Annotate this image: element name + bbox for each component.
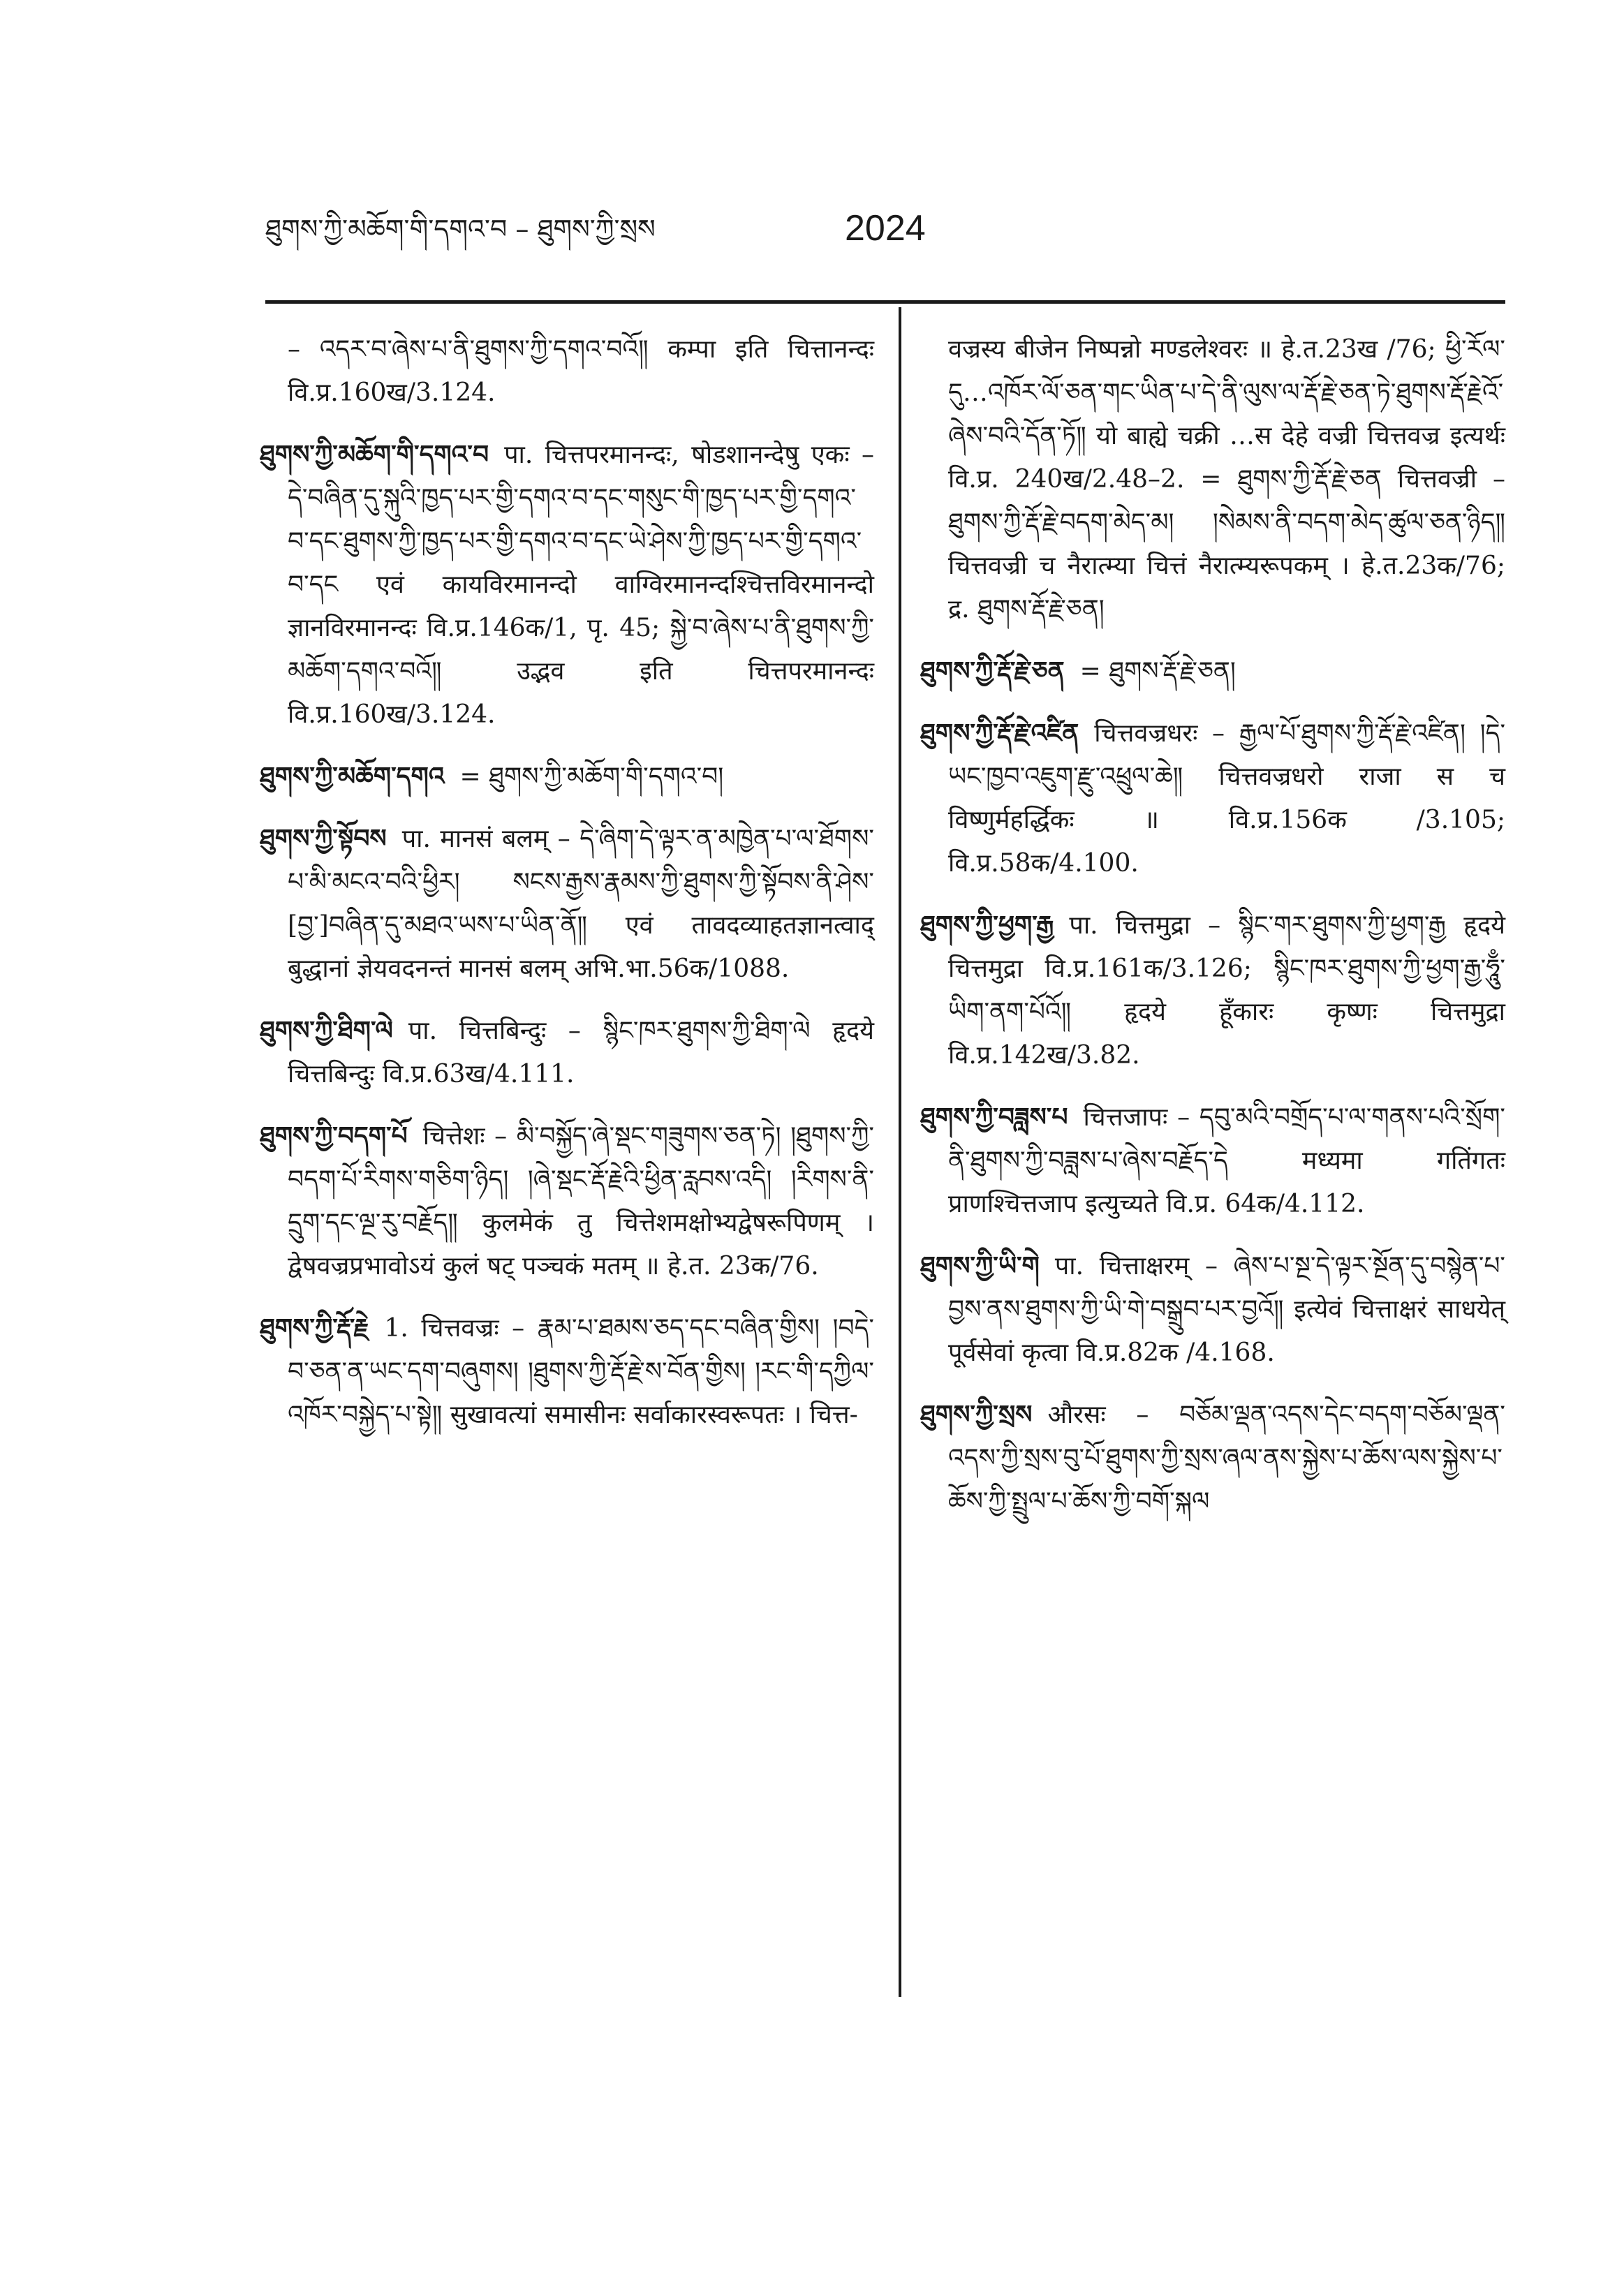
entry-text: पा. चित्ताक्षरम् – ཞེས་པ་སྔ་དེ་ལྟར་སྔོན་དུ་བསྙེན་པ་བྱས་ནས་ཐུགས་ཀྱི་ཡི་གེ་བསྒྲུབ་པར་བྱའོ༎ इत्येवं चित्ताक्षरं साधयेत् पूर्वसेवां कृत्वा वि.प्र.82क /4.168. xyxy=(948,1252,1505,1367)
entry-text: = ཐུགས་རྡོ་རྗེ་ཅན། xyxy=(1079,657,1236,686)
column-divider xyxy=(899,307,901,1997)
entry-headword: ཐུགས་ཀྱི་མཆོག་དགའ xyxy=(260,762,445,791)
entry-text: पा. चित्तबिन्दुः – སྙིང་ཁར་ཐུགས་ཀྱི་ཐིག་ལེ हृदये चित्तबिन्दुः वि.प्र.63ख/4.111. xyxy=(288,1017,874,1088)
entry-headword: ཐུགས་ཀྱི་ཐིག་ལེ xyxy=(260,1016,393,1045)
dictionary-entry xyxy=(260,817,874,991)
dictionary-entry xyxy=(260,755,874,799)
entry-headword: ཐུགས་ཀྱི་བདག་པོ xyxy=(260,1121,408,1151)
entry-headword: ཐུགས་ཀྱི་ཕྱག་རྒྱ xyxy=(920,910,1054,940)
entry-headword: ཐུགས་ཀྱི་མཆོག་གི་དགའ་བ xyxy=(260,440,489,469)
running-title: ཐུགས་ཀྱི་མཆོག་གི་དགའ་བ – ཐུགས་ཀྱི་སྲས xyxy=(265,214,656,244)
dictionary-entry xyxy=(920,1095,1505,1226)
entry-continuation xyxy=(260,328,874,415)
dictionary-entry xyxy=(260,1114,874,1288)
entry-continuation xyxy=(920,328,1505,631)
entry-text: = ཐུགས་ཀྱི་མཆོག་གི་དགའ་བ། xyxy=(459,762,724,791)
header-rule xyxy=(265,300,1505,304)
entry-text: चित्तवज्रधरः – རྒྱལ་པོ་ཐུགས་ཀྱི་རྡོ་རྗེ་འཛིན། །དེ་ཡང་ཁྱབ་འཇུག་རྫུ་འཕྲུལ་ཆེ༎ चित्तवज्रधरो राजा स च विष्णुर्महर्द्धिकः ॥ वि.प्र.156क /3.105; वि.प्र.58क/4.100. xyxy=(948,719,1505,878)
page-header xyxy=(265,208,1522,264)
page-number: 2024 xyxy=(845,208,926,249)
entry-headword: ཐུགས་ཀྱི་བཟླས་པ xyxy=(920,1102,1068,1132)
entry-headword: ཐུགས་ཀྱི་རྡོ་རྗེ་འཛིན xyxy=(920,718,1079,748)
entry-text: पा. चित्तपरमानन्दः, षोडशानन्देषु एकः – དེ་བཞིན་དུ་སྐུའི་ཁྱད་པར་གྱི་དགའ་བ་དང་གསུང་གི་ཁྱད་པར་གྱི་དགའ་བ་དང་ཐུགས་ཀྱི་ཁྱད་པར་གྱི་དགའ་བ་དང་ཡེ་ཤེས་ཀྱི་ཁྱད་པར་གྱི་དགའ་བ་དང एवं कायविरमानन्दो वाग्विरमानन्दश्चित्तविरमानन्दो ज्ञानविरमानन्दः वि.प्र.146क/1, पृ. 45; སྐྱེ་བ་ཞེས་པ་ནི་ཐུགས་ཀྱི་མཆོག་དགའ་བའོ༎ उद्भव इति चित्तपरमानन्दः वि.प्र.160ख/3.124. xyxy=(288,441,874,729)
left-column xyxy=(260,328,874,1455)
dictionary-entry xyxy=(920,903,1505,1077)
dictionary-entry xyxy=(260,433,874,737)
entry-text: औरसः – བཅོམ་ལྡན་འདས་དེང་བདག་བཅོམ་ལྡན་འདས་ཀྱི་སྲས་བུ་པོ་ཐུགས་ཀྱི་སྲས་ཞལ་ནས་སྐྱེས་པ་ཆོས་ལས་སྐྱེས་པ་ཆོས་ཀྱི་སྤྲུལ་པ་ཆོས་ཀྱི་བགོ་སྐལ xyxy=(948,1401,1505,1516)
entry-text: चित्तेशः – མི་བསྐྱོད་ཞེ་སྡང་གཟུགས་ཅན་ཏེ། །ཐུགས་ཀྱི་བདག་པོ་རིགས་གཅིག་ཉིད། །ཞེ་སྡང་རྡོ་རྗེའི་ཕྱིན་རླབས་འདི། །རིགས་ནི་དྲུག་དང་ལྔ་རུ་བརྗོད༎ कुलमेकं तु चित्तेशमक्षोभ्यद्वेषरूपिणम् । द्वेषवज्रप्रभावोऽयं कुलं षट् पञ्चकं मतम् ॥ हे.त. 23क/76. xyxy=(288,1122,874,1280)
entry-headword: ཐུགས་ཀྱི་སྟོབས xyxy=(260,824,387,853)
entry-text: वज्रस्य बीजेन निष्पन्नो मण्डलेश्वरः ॥ हे.त.23ख /76; ཕྱི་རོལ་དུ…འཁོར་ལོ་ཅན་གང་ཡིན་པ་དེ་ནི་ལུས་ལ་རྡོ་རྗེ་ཅན་ཏེ་ཐུགས་རྡོ་རྗེའོ་ཞེས་བའི་དོན་ཏོ༎ यो बाह्ये चक्री …स देहे वज्री चित्तवज्र इत्यर्थः वि.प्र. 240ख/2.48–2. = ཐུགས་ཀྱི་རྡོ་རྗེ་ཅན चित्तवज्री – ཐུགས་ཀྱི་རྡོ་རྗེ་བདག་མེད་མ། །སེམས་ནི་བདག་མེད་ཚུལ་ཅན་ཉིད༎ चित्तवज्री च नैरात्म्या चित्तं नैरात्म्यरूपकम् । हे.त.23क/76; द्र. ཐུགས་རྡོ་རྗེ་ཅན། xyxy=(948,335,1505,623)
entry-text: पा. मानसं बलम् – དེ་ཞིག་དེ་ལྟར་ན་མཁྱེན་པ་ལ་ཐོགས་པ་མི་མངའ་བའི་ཕྱིར། སངས་རྒྱས་རྣམས་ཀྱི་ཐུགས་ཀྱི་སྟོབས་ནི་ཤེས་[བྱ་]བཞིན་དུ་མཐའ་ཡས་པ་ཡིན་ནོ༎ एवं तावदव्याहतज्ञानत्वाद् बुद्धानां ज्ञेयवदनन्तं मानसं बलम् अभि.भा.56क/1088. xyxy=(288,825,874,983)
dictionary-entry xyxy=(920,1393,1505,1523)
dictionary-entry xyxy=(920,1244,1505,1375)
dictionary-entry xyxy=(260,1306,874,1437)
dictionary-entry xyxy=(260,1009,874,1096)
dictionary-entry xyxy=(920,649,1505,693)
entry-text: चित्तजापः – དབུ་མའི་བགྲོད་པ་ལ་གནས་པའི་སྲོག་ནི་ཐུགས་ཀྱི་བཟླས་པ་ཞེས་བརྗོད་དེ मध्यमा गतिंगतः प्राणश्चित्तजाप इत्युच्यते वि.प्र. 64क/4.112. xyxy=(948,1103,1505,1218)
entry-text: पा. चित्तमुद्रा – སྙིང་གར་ཐུགས་ཀྱི་ཕྱག་རྒྱ हृदये चित्तमुद्रा वि.प्र.161क/3.126; སྙིང་ཁར་ཐུགས་ཀྱི་ཕྱག་རྒྱ་ཧཱུྃ་ཡིག་ནག་པོའོ༎ हृदये हूँकारः कृष्णः चित्तमुद्रा वि.प्र.142ख/3.82. xyxy=(948,911,1505,1070)
entry-headword: ཐུགས་ཀྱི་ཡི་གེ xyxy=(920,1251,1040,1280)
entry-headword: ཐུགས་ཀྱི་སྲས xyxy=(920,1400,1033,1429)
dictionary-entry xyxy=(920,711,1505,885)
entry-text: 1. चित्तवज्रः – རྣམ་པ་ཐམས་ཅད་དང་བཞིན་གྱིས། །བདེ་བ་ཅན་ན་ཡང་དག་བཞུགས། །ཐུགས་ཀྱི་རྡོ་རྗེ་ས་བོན་གྱིས། །རང་གི་དཀྱིལ་འཁོར་བསྐྱེད་པ་སྟེ༎ सुखावत्यां समासीनः सर्वाकारस्वरूपतः । चित्त- xyxy=(288,1314,874,1429)
entry-text: – འདར་བ་ཞེས་པ་ནི་ཐུགས་ཀྱི་དགའ་བའོ༎ कम्पा इति चित्तानन्दः वि.प्र.160ख/3.124. xyxy=(288,335,874,407)
entry-headword: ཐུགས་ཀྱི་རྡོ་རྗེ་ཅན xyxy=(920,656,1065,686)
right-column xyxy=(920,328,1505,1542)
entry-headword: ཐུགས་ཀྱི་རྡོ་རྗེ xyxy=(260,1313,369,1343)
